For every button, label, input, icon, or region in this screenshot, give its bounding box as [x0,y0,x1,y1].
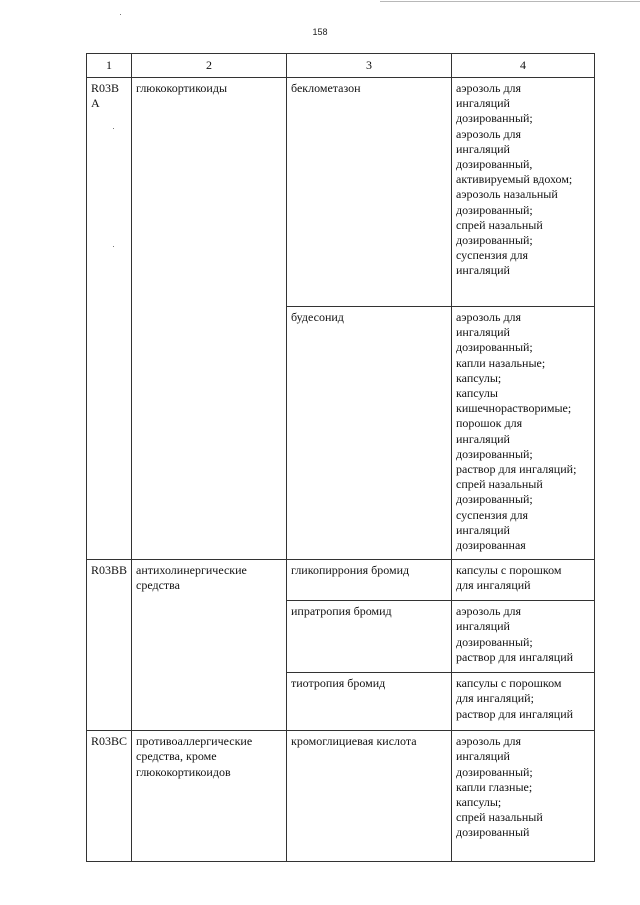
dosage-form-line: спрей назальный [456,217,543,232]
dosage-form-line: спрей назальный [456,477,543,492]
dosage-form-line: аэрозоль для [456,734,522,749]
dosage-form-line: раствор для ингаляций [456,649,574,664]
table-header-row [87,54,595,78]
column-header: 3 [287,54,452,78]
dosage-form-line: капсулы с порошком [456,676,562,691]
dosage-form-line: раствор для ингаляций [456,706,574,721]
dosage-form-line: ингаляций [456,325,510,340]
drug-table [86,53,595,862]
dosage-form-line: дозированная [456,538,526,553]
dosage-forms-cell [452,601,595,673]
substance-cell: ипратропия бромид [287,601,452,673]
scan-top-rule [380,1,640,2]
dosage-form-line: порошок для [456,416,523,431]
dosage-form-line: суспензия для [456,507,528,522]
dosage-forms-cell [452,560,595,601]
dosage-form-line: аэрозоль для [456,81,522,95]
dosage-forms-cell [452,673,595,731]
dosage-form-line: капсулы с порошком [456,563,562,578]
dosage-form-line: дозированный; [456,233,533,248]
dosage-form-line: кишечнорастворимые; [456,401,572,416]
substance-cell: гликопиррония бромид [287,560,452,601]
substance-cell: будесонид [287,307,452,560]
dosage-form-line: суспензия для [456,248,528,263]
dosage-form-line: дозированный; [456,340,533,355]
column-header: 2 [132,54,287,78]
dosage-form-line: активируемый вдохом; [456,172,573,187]
dosage-form-line: дозированный; [456,492,533,507]
dosage-form-line: дозированный [456,825,530,840]
page-number: 158 [312,27,328,37]
substance-cell: кромоглициевая кислота [287,731,452,862]
substance-cell: беклометазон [287,78,452,307]
dosage-form-line: капсулы; [456,795,502,810]
dosage-form-line: аэрозоль для [456,310,522,324]
dosage-form-line: ингаляций [456,619,510,634]
dosage-forms-cell [452,78,595,307]
table-row [87,78,595,307]
dosage-form-line: капли назальные; [456,355,546,370]
dosage-form-line: дозированный; [456,634,533,649]
dosage-forms-cell [452,731,595,862]
dosage-form-line: аэрозоль для [456,126,522,141]
substance-cell: тиотропия бромид [287,673,452,731]
dosage-form-line: дозированный; [456,111,533,126]
table-row [87,731,595,862]
dosage-form-line: ингаляций [456,749,510,764]
dosage-form-line: ингаляций [456,263,510,278]
dosage-form-line: ингаляций [456,96,510,111]
atc-code-cell: R03BC [87,731,132,862]
dosage-form-line: дозированный, [456,157,533,172]
dosage-form-line: ингаляций [456,431,510,446]
dosage-form-line: для ингаляций; [456,691,534,706]
dosage-form-line: ингаляций [456,141,510,156]
dosage-form-line: дозированный; [456,202,533,217]
dosage-form-line: спрей назальный [456,810,543,825]
table-row [87,560,595,601]
dosage-form-line: для ингаляций [456,578,531,593]
group-name-cell: противоаллергические средства, кроме глюкокортикоидов [132,731,287,862]
dosage-forms-cell [452,307,595,560]
dosage-form-line: капсулы; [456,370,502,385]
dosage-form-line: ингаляций [456,522,510,537]
group-name-cell: антихолинергические средства [132,560,287,731]
dosage-form-line: дозированный; [456,446,533,461]
dosage-form-line: аэрозоль для [456,604,522,619]
column-header: 4 [452,54,595,78]
atc-code-cell: R03BB [87,560,132,731]
scan-artifact [120,14,121,15]
column-header: 1 [87,54,132,78]
dosage-form-line: дозированный; [456,764,533,779]
group-name-cell: глюкокортикоиды [132,78,287,560]
dosage-form-line: капсулы [456,386,498,401]
atc-code-cell: R03BA [87,78,132,560]
dosage-form-line: раствор для ингаляций; [456,462,577,477]
dosage-form-line: аэрозоль назальный [456,187,558,202]
dosage-form-line: капли глазные; [456,779,533,794]
